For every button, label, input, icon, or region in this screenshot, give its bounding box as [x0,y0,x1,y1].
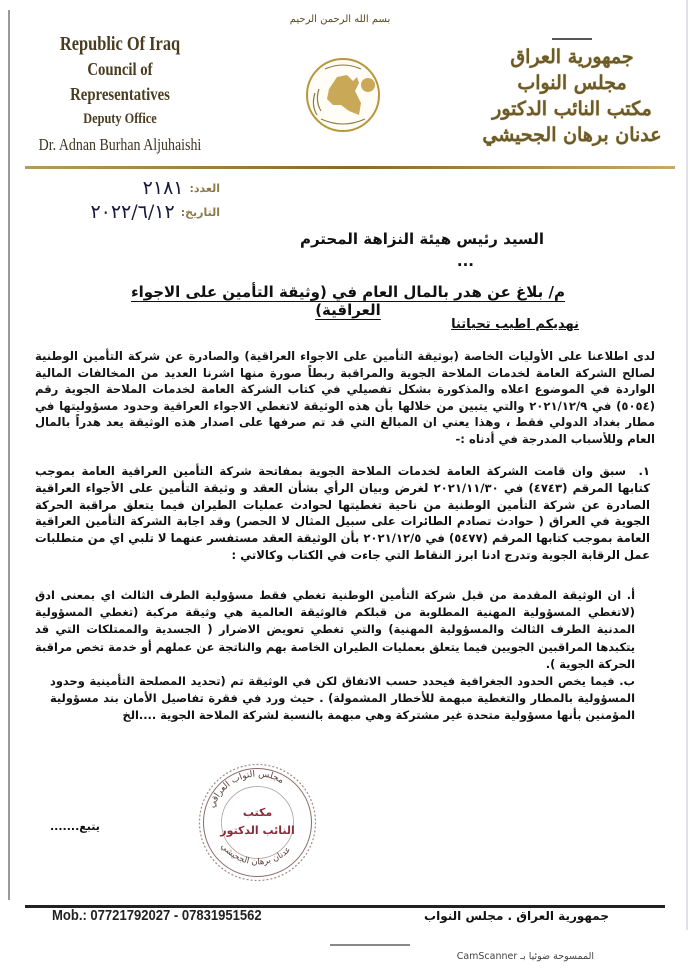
parliament-emblem-icon [303,55,383,135]
scan-edge-right [686,0,688,930]
letterhead-council: Council of Representatives [70,59,170,104]
letterhead-office-arabic: مكتب النائب الدكتور [492,98,652,120]
intro-paragraph [35,348,655,448]
letterhead-office: Deputy Office [83,111,157,127]
stamp-center-line2: النائب الدكتور [220,824,295,837]
letterhead-deputy-name-arabic: عدنان برهان الجحيشي [482,124,662,146]
greeting: نهديكم اطيب تحياتنا [451,317,579,332]
sub-item-letter: أ. [626,588,636,602]
addressee-dots: ... [456,252,474,270]
addressee [144,228,544,272]
stamp-ring-text: مجلس النواب العراقي [207,769,286,810]
date-value: ٢٠٢٢/٦/١٢ [90,201,175,223]
continuation-note: يتبع....... [50,820,100,833]
list-item-text: سبق وان قامت الشركة العامة لخدمات الملاحة الجوية بمفاتحة شركة التأمين العراقية العامة بموجب كتابها المرقم (٤٧٤٣) في ٢٠٢١/١١/٣٠ لغرض وبيان الرأي بشأن العقد و وثيقة التأمين على الأجواء العراقية الصادرة عن شركة التأمين الوطنية من ناحية تغطيتها لحوادث عمليات الطيران فيما يتعلق مراقبة الحركة الجوية في العراق ( حوادث تصادم الطائرات على سبيل المثال لا الحصر) وقد اجابة الشركة التأمين العراقية العامة بموجب كتابها المرقم (٥٤٧٧) في ٢٠٢١/١٢/٥ بأن الوثيقة العقد مستفسر عنهما لا تلبي اي من متطلبات عمل الرقابة الجوية وتدرج ادنا ابرز النقاط التي جاءت في الكتاب وكالاتي : [35,464,650,562]
subject-line: م/ بلاغ عن هدر بالمال العام في (وثيقة التأمين على الاجواء العراقية) [130,283,566,319]
number-label: العدد: [189,181,220,195]
stamp-bottom-text: عدنان برهان الجحيشي [218,841,294,868]
date-label: التاريخ: [180,205,220,219]
sub-item-b [50,673,635,725]
camscanner-watermark: الممسوحة ضوئيا بـ CamScanner [456,951,594,962]
letterhead-country-arabic: جمهورية العراق [510,46,634,68]
scanner-divider [330,944,410,946]
number-value: ٢١٨١ [142,177,184,199]
sub-item-letter: ب. [619,674,635,688]
sub-item-text: ان الوثيقة المقدمة من قبل شركة التأمين الوطنية تغطي فقط مسؤولية الطرف الثالث اي بمعنى ادق (لاتغطي المسؤولية المهنية المطلوبة من قبلكم فالوثيقة العالمية هي وثيقة مركبة (تغطي المسؤولية المدنية الطرف الثالث والمسؤولية المهنية) والتي تغطي تعويض الاضرار ( الجسدية والممتلكات التي قد يتكبدها المراقبين الجويين فيما يتعلق بعمليات الطيران الخاصة بهم والناتجة عن عملهم أو خدمة تخص مراقبة الحركة الجوية ). [35,588,635,671]
basmala-calligraphy: بسم الله الرحمن الرحيم [289,14,391,25]
addressee-line: السيد رئيس هيئة النزاهة المحترم [299,230,544,248]
footer-mobile: Mob.: 07721792027 - 07831951562 [52,908,262,924]
list-item-number: ١. [638,464,650,478]
letterhead-council-arabic: مجلس النواب [517,72,627,94]
list-item [35,463,650,564]
letterhead-divider [552,38,592,40]
letterhead-arabic [472,38,672,148]
letterhead-country: Republic Of Iraq [59,33,181,55]
letterhead-deputy-name: Dr. Adnan Burhan Aljuhaishi [38,135,202,154]
sub-item-text: فيما يخص الحدود الجغرافية فيحدد حسب الاتفاق لكن في الوثيقة تم (تحديد المصلحة التأمينية وحدود المسؤولية بالمطار والتغطية مبهمة للأخطار المشمولة) . حيث ورد في فقرة تفاصيل الأمان بند مسؤولية المؤمنين بأنها مسؤولية متحدة غير مشتركة وهي مبهمة بالنسبة لشركة الملاحة الجوية ....الخ [50,674,635,723]
office-stamp [195,760,320,885]
stamp-center-line1: مكتب [242,806,273,819]
letterhead-rule [25,166,675,169]
letterhead-english [38,32,202,157]
sub-item-a [35,587,635,673]
scan-edge-left [8,10,10,900]
reference-block [90,176,220,224]
footer-arabic: جمهورية العراق . مجلس النواب [424,909,609,923]
intro-paragraph-text: لدى اطلاعنا على الأوليات الخاصة (بوثيقة التأمين على الاجواء العراقية) والصادرة عن شركة التأمين الوطنية لصالح الشركة العامة لخدمات الملاحة الجوية والمراقبة ربطاً صورة منها اشرنا العديد من المخالفات المالية الواردة في الموضوع اعلاه والمذكورة بشكل تفصيلي في كتاب الشركة العامة لخدمات الملاحة الجوية رقم (٥٠٥٤) في ٢٠٢١/١٢/٩ والتي يتبين من خلالها بأن هذه الوثيقة لاتغطي الاجواء العراقية وحدود مسؤوليتها في مطار بغداد الدولي فقط ، وهذا يعني ان المبالغ التي قد تم صرفها على اصدار هذه الوثيقة يعد هدراً بالمال العام وللأسباب المدرجة في أدناه :- [35,349,655,446]
